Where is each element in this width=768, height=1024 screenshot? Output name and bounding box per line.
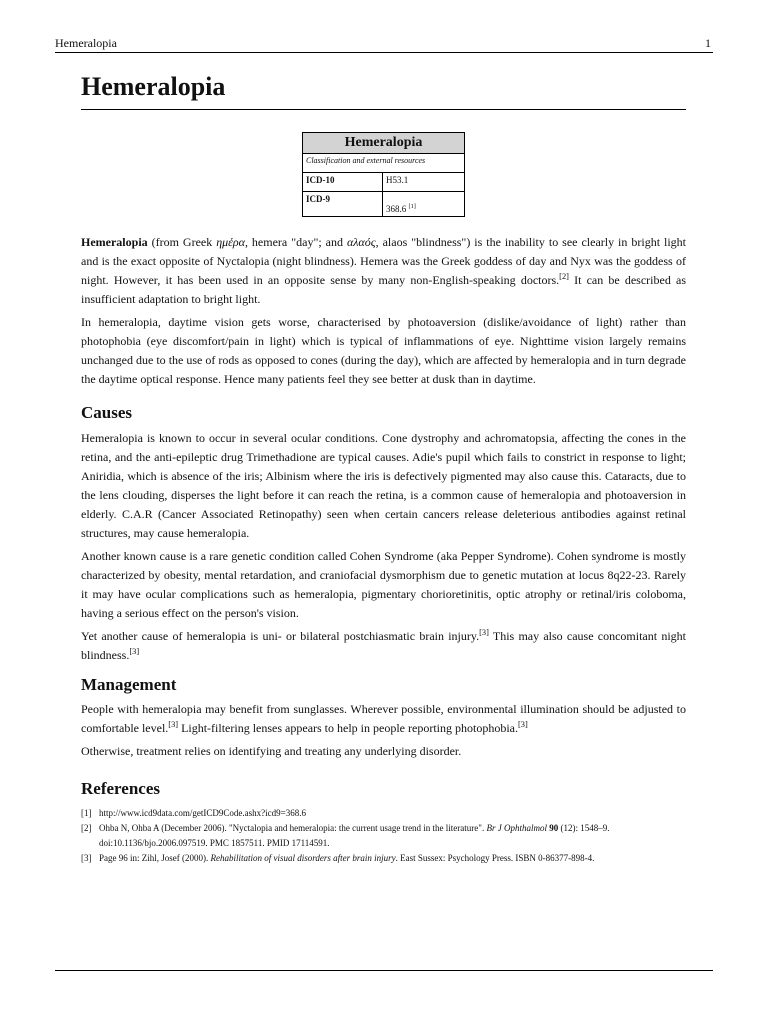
term-bold: Hemeralopia bbox=[81, 235, 148, 249]
journal-name: Br J Ophthalmol bbox=[486, 823, 547, 833]
section-heading-references: References bbox=[81, 779, 160, 798]
book-title: Rehabilitation of visual disorders after brain injury bbox=[210, 853, 396, 863]
running-header-title: Hemeralopia bbox=[55, 36, 117, 50]
reference-item bbox=[81, 806, 686, 821]
citation-link[interactable]: [3] bbox=[479, 628, 489, 637]
page-number: 1 bbox=[705, 36, 711, 50]
greek-word: ημέρα bbox=[216, 235, 245, 249]
reference-number: [2] bbox=[81, 823, 92, 833]
running-header bbox=[55, 36, 713, 53]
reference-item: [2] Ohba N, Ohba A (December 2006). "Nyctalopia and hemeralopia: the current usage trend in the literature". Br J Ophthalmol 90 (12): 1548–9. doi:10.1136/bjo.2006.097519. PMC 1857511. PMID 17114591. bbox=[81, 823, 610, 848]
section-heading-management: Management bbox=[81, 675, 177, 694]
intro-section bbox=[81, 233, 686, 393]
infobox-value-cell bbox=[383, 192, 465, 217]
intro-paragraph: In hemeralopia, daytime vision gets worse, characterised by photoaversion (dislike/avoidance of light) rather than photophobia (eye discomfort/pain in light) which is typical of inflammations of eye. Nighttime vision largely remains unchanged due to the use of rods as opposed to cones (during the day), which are affected by hemeralopia and in turn degrade the daytime optical response. Hence many patients feel they see better at dusk than in daytime. bbox=[81, 315, 686, 386]
references-list bbox=[81, 806, 686, 866]
citation-link[interactable]: [3] bbox=[129, 647, 140, 656]
infobox-key: ICD-10 bbox=[303, 173, 383, 192]
page-title: Hemeralopia bbox=[81, 72, 226, 101]
reference-number: [1] bbox=[81, 808, 92, 818]
intro-paragraph: Hemeralopia (from Greek ημέρα, hemera "day"; and αλαός, alaos "blindness") is the inability to see clearly in bright light and is the exact opposite of Nyctalopia (night blindness). Hemera was the Greek goddess of day and Nyx was the goddess of night. However, it has been used in an opposite sense by many non-English-speaking doctors.[2] It can be described as insufficient adaptation to bright light. bbox=[81, 235, 686, 306]
infobox-title: Hemeralopia bbox=[303, 133, 465, 154]
causes-paragraph: Another known cause is a rare genetic condition called Cohen Syndrome (aka Pepper Syndrome). Cohen syndrome is mostly characterized by obesity, mental retardation, and craniofacial dysmorphism due to genetic mutation at locus 8q22-23. Rarely it may have ocular complications such as hemeralopia, pigmentary chorioretinitis, optic atrophy or retinal/iris coloboma, having a serious effect on the person's vision. bbox=[81, 549, 686, 620]
section-heading-causes: Causes bbox=[81, 403, 133, 422]
infobox-row-icd9 bbox=[303, 192, 465, 217]
reference-item: [3] Page 96 in: Zihl, Josef (2000). Rehabilitation of visual disorders after brain injury. East Sussex: Psychology Press. ISBN 0-86377-898-4. bbox=[81, 851, 686, 866]
management-paragraph: Otherwise, treatment relies on identifying and treating any underlying disorder. bbox=[81, 744, 462, 758]
infobox-value: 368.6 bbox=[386, 204, 407, 214]
citation-link[interactable]: [1] bbox=[408, 203, 416, 210]
citation-link[interactable]: [2] bbox=[559, 272, 569, 281]
infobox-subtitle: Classification and external resources bbox=[303, 154, 465, 173]
greek-word: αλαός bbox=[346, 235, 376, 249]
citation-link[interactable]: [3] bbox=[517, 720, 528, 729]
infobox bbox=[302, 132, 465, 217]
journal-volume: 90 bbox=[549, 823, 559, 833]
causes-paragraph: Hemeralopia is known to occur in several ocular conditions. Cone dystrophy and achromatopsia, affecting the cones in the retina, and the anti-epileptic drug Trimethadione are typical causes. Adie's pupil which fails to constrict in response to light; Aniridia, which is absence of the iris; Albinism where the iris is defectively pigmented may also cause this. Cataracts, due to the lens clouding, disperses the light before it can reach the retina, is a common cause of hemeralopia and photoaversion in elderly. C.A.R (Cancer Associated Retinopathy) seen when certain cancers release deleterious antibodies against retinal structures, may cause hemeralopia. bbox=[81, 431, 686, 540]
title-rule bbox=[81, 109, 686, 110]
footer-rule bbox=[55, 970, 713, 971]
infobox-key: ICD-9 bbox=[303, 192, 383, 217]
causes-section bbox=[81, 429, 686, 669]
infobox-value: H53.1 bbox=[383, 173, 465, 192]
causes-paragraph: Yet another cause of hemeralopia is uni- or bilateral postchiasmatic brain injury.[3] This may also cause concomitant night blindness.[3] bbox=[81, 628, 686, 662]
management-paragraph: People with hemeralopia may benefit from sunglasses. Wherever possible, environmental illumination should be adjusted to comfortable level.[3] Light-filtering lenses appears to help in people reporting photophobia.[3] bbox=[81, 702, 686, 735]
infobox-row-icd10 bbox=[303, 173, 465, 192]
citation-link[interactable]: [3] bbox=[168, 720, 179, 729]
management-section bbox=[81, 700, 686, 765]
reference-link[interactable]: http://www.icd9data.com/getICD9Code.ashx?icd9=368.6 bbox=[99, 808, 306, 818]
reference-number: [3] bbox=[81, 853, 92, 863]
